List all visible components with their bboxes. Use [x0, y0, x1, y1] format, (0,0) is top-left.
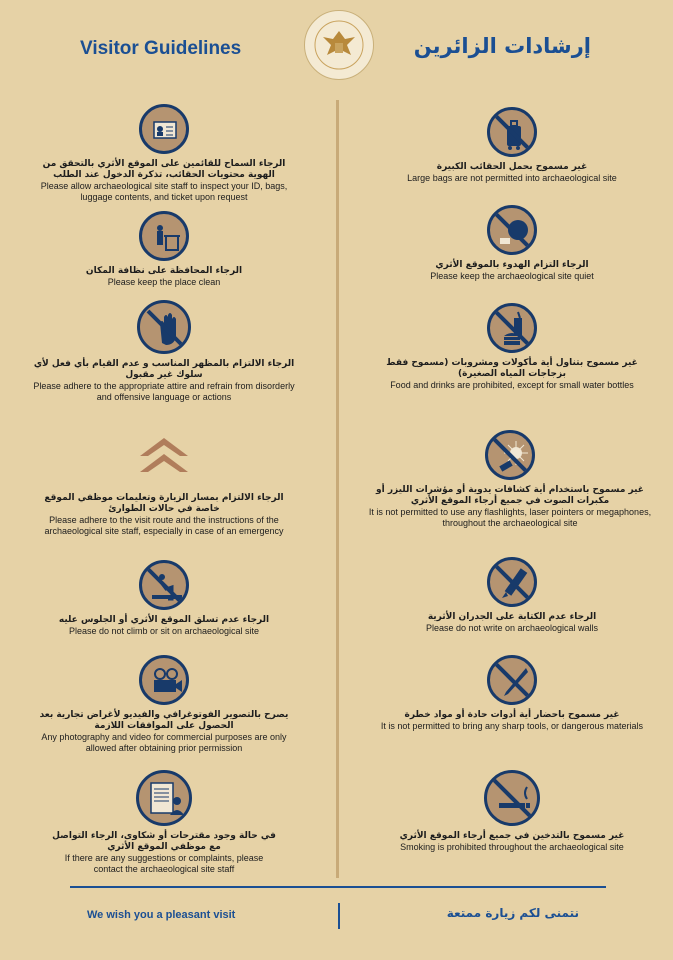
guideline-clean — [40, 211, 288, 288]
guideline-text-ar: الرجاء الالتزام بمسار الزيارة وتعليمات موظفي الموقع خاصة في حالات الطوارئ — [44, 493, 284, 514]
guideline-inspection — [40, 104, 288, 203]
guideline-text-en: Please keep the archaeological site quiet — [430, 271, 594, 281]
guideline-no-food — [374, 303, 650, 391]
guideline-text-en: Please do not write on archaeological walls — [425, 623, 599, 633]
guideline-text-ar: غير مسموح باحضار أية أدوات حادة أو مواد خطرة — [404, 710, 620, 720]
ministry-logo — [304, 10, 374, 80]
guideline-text-en: Please adhere to the appropriate attire and refrain from disorderly and offensive language or actions — [33, 381, 295, 402]
no-food-icon — [487, 303, 537, 353]
guideline-text-ar: غير مسموح بحمل الحقائب الكبيرة — [436, 162, 588, 172]
guideline-text-en: Smoking is prohibited throughout the archaeological site — [400, 842, 624, 852]
guideline-text-en: It is not permitted to use any flashlights, laser pointers or megaphones, throughout the archaeological site — [368, 507, 652, 528]
guideline-text-en: Any photography and video for commercial purposes are only allowed after obtaining prior permission — [41, 732, 287, 753]
guideline-text-en: Please allow archaeological site staff to inspect your ID, bags, luggage contents, and ticket upon request — [40, 181, 288, 202]
no-luggage-icon — [487, 107, 537, 157]
footer-message-en: We wish you a pleasant visit — [87, 909, 236, 921]
guideline-text-ar: يصرح بالتصوير الفوتوغرافي والفيديو لأغراض تجارية بعد الحصول على الموافقات اللازمة — [39, 710, 289, 731]
guideline-text-ar: غير مسموح بالتدخين في جميع أرجاء الموقع الأثري — [399, 831, 625, 841]
guideline-text-ar: الرجاء الالتزام بالمظهر المناسب و عدم القيام بأي فعل لأي سلوك غير مقبول — [33, 359, 295, 380]
chevron-up-icon — [136, 432, 192, 488]
no-sharp-tools-icon — [487, 655, 537, 705]
guideline-text-en: Food and drinks are prohibited, except for small water bottles — [390, 380, 634, 390]
guideline-text-en: Please keep the place clean — [107, 277, 221, 287]
guideline-text-ar: الرجاء التزام الهدوء بالموقع الأثري — [435, 260, 589, 270]
guideline-complaints — [50, 770, 278, 875]
no-climbing-icon — [139, 560, 189, 610]
guideline-text-ar: الرجاء المحافظة على نظافة المكان — [85, 266, 243, 276]
guideline-no-sharp-tools — [378, 655, 646, 732]
guideline-photography — [34, 655, 294, 754]
no-flashlight-icon — [485, 430, 535, 480]
page-title-en: Visitor Guidelines — [80, 38, 242, 59]
guideline-no-climb — [40, 560, 288, 637]
guideline-no-smoking — [386, 770, 638, 853]
guideline-text-ar: غير مسموح باستخدام أية كشافات يدوية أو مؤشرات الليزر أو مكبرات الصوت في جميع أرجاء الموقع الأثري — [376, 485, 644, 506]
video-camera-icon — [139, 655, 189, 705]
complaint-form-icon — [136, 770, 192, 826]
guideline-text-en: Please adhere to the visit route and the instructions of the archaeological site staff, especially in case of an emergency — [44, 515, 284, 536]
footer-message-ar: نتمنى لكم زيارة ممتعة — [446, 906, 579, 920]
guideline-text-en: Large bags are not permitted into archaeological site — [407, 173, 617, 183]
guideline-route — [38, 432, 290, 537]
guideline-attire — [30, 300, 298, 403]
guideline-text-ar: الرجاء السماح للقائمين على الموقع الأثري بالتحقق من الهوية محتويات الحقائب، تذكرة الدخول عند الطلب — [42, 159, 286, 180]
no-hand-icon — [137, 300, 191, 354]
no-noise-icon — [487, 205, 537, 255]
guideline-no-luggage — [386, 107, 638, 184]
footer-separator — [338, 903, 340, 929]
guideline-quiet — [386, 205, 638, 282]
guideline-no-flashlight — [360, 430, 660, 529]
guideline-no-writing — [386, 557, 638, 634]
guideline-text-en: Please do not climb or sit on archaeological site — [68, 626, 260, 636]
guideline-text-en: It is not permitted to bring any sharp tools, or dangerous materials — [380, 721, 644, 731]
footer-rule — [70, 886, 606, 888]
guideline-text-ar: الرجاء عدم الكتابة على الجدران الأثرية — [427, 612, 597, 622]
guideline-text-ar: غير مسموح بتناول أية مأكولات ومشروبات (مسموح فقط بزجاجات المياه الصغيرة) — [386, 358, 638, 379]
guideline-text-ar: الرجاء عدم تسلق الموقع الأثري أو الجلوس عليه — [58, 615, 270, 625]
page-title-ar: إرشادات الزائرين — [413, 34, 591, 58]
no-smoking-icon — [484, 770, 540, 826]
center-divider — [336, 100, 339, 878]
id-card-icon — [139, 104, 189, 154]
trash-bin-icon — [139, 211, 189, 261]
guideline-text-en: If there are any suggestions or complaints, please contact the archaeological site staff — [64, 853, 264, 874]
no-writing-icon — [487, 557, 537, 607]
guideline-text-ar: في حالة وجود مقترحات أو شكاوى، الرجاء التواصل مع موظفي الموقع الأثري — [52, 831, 276, 852]
eagle-emblem-icon — [305, 11, 373, 79]
